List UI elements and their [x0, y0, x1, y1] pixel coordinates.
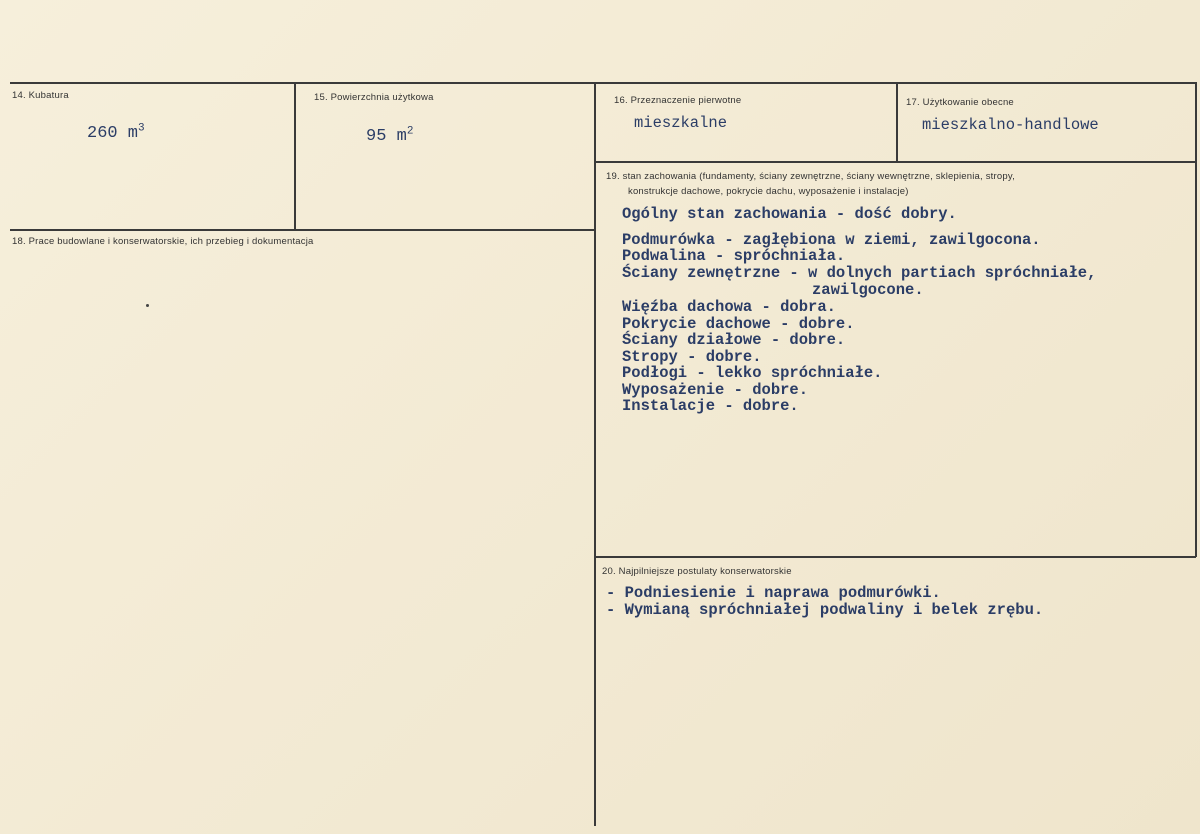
field-19-line: Podwalina - spróchniała.	[622, 247, 846, 265]
field-19-general: Ogólny stan zachowania - dość dobry.	[622, 205, 957, 223]
field-18-label: 18. Prace budowlane i konserwatorskie, ich przebieg i dokumentacja	[12, 236, 314, 247]
divider-14-15	[294, 82, 296, 230]
ink-speck	[146, 304, 149, 307]
field-17-label: 17. Użytkowanie obecne	[906, 97, 1014, 108]
field-19-line: Stropy - dobre.	[622, 348, 762, 366]
field-19-label-line2: konstrukcje dachowe, pokrycie dachu, wyposażenie i instalacje)	[628, 186, 909, 197]
field-20-line: - Podniesienie i naprawa podmurówki.	[606, 584, 941, 602]
field-19-label-line1: 19. stan zachowania (fundamenty, ściany zewnętrzne, ściany wewnętrzne, sklepienia, stropy,	[606, 171, 1015, 182]
field-20-line: - Wymianą spróchniałej podwaliny i belek zrębu.	[606, 601, 1044, 619]
field-16-value: mieszkalne	[634, 114, 728, 132]
line-under-16-17	[596, 161, 1196, 163]
field-19-line: Instalacje - dobre.	[622, 397, 799, 415]
field-19-line: Ściany zewnętrzne - w dolnych partiach spróchniałe,	[622, 264, 1097, 282]
divider-left-right	[594, 82, 596, 826]
line-under-14-15	[10, 229, 596, 231]
line-above-20	[596, 556, 1196, 558]
divider-16-17	[896, 82, 898, 162]
field-15-label: 15. Powierzchnia użytkowa	[314, 92, 434, 103]
field-20-label: 20. Najpilniejsze postulaty konserwatorskie	[602, 566, 792, 577]
right-border	[1195, 82, 1197, 557]
field-17-value: mieszkalno-handlowe	[922, 116, 1099, 134]
field-16-label: 16. Przeznaczenie pierwotne	[614, 95, 742, 106]
field-19-line: Więźba dachowa - dobra.	[622, 298, 836, 316]
top-border	[10, 82, 1196, 84]
field-15-value: 95 $m^2$	[366, 125, 414, 146]
field-19-line: Podłogi - lekko spróchniałe.	[622, 364, 883, 382]
field-19-line: zawilgocone.	[812, 281, 924, 299]
field-19-line: Pokrycie dachowe - dobre.	[622, 315, 855, 333]
field-19-line: Podmurówka - zagłębiona w ziemi, zawilgocona.	[622, 231, 1041, 249]
field-14-label: 14. Kubatura	[12, 90, 69, 101]
field-19-line: Wyposażenie - dobre.	[622, 381, 809, 399]
field-19-line: Ściany działowe - dobre.	[622, 331, 846, 349]
field-14-value: 260 $m^3$	[87, 122, 145, 143]
